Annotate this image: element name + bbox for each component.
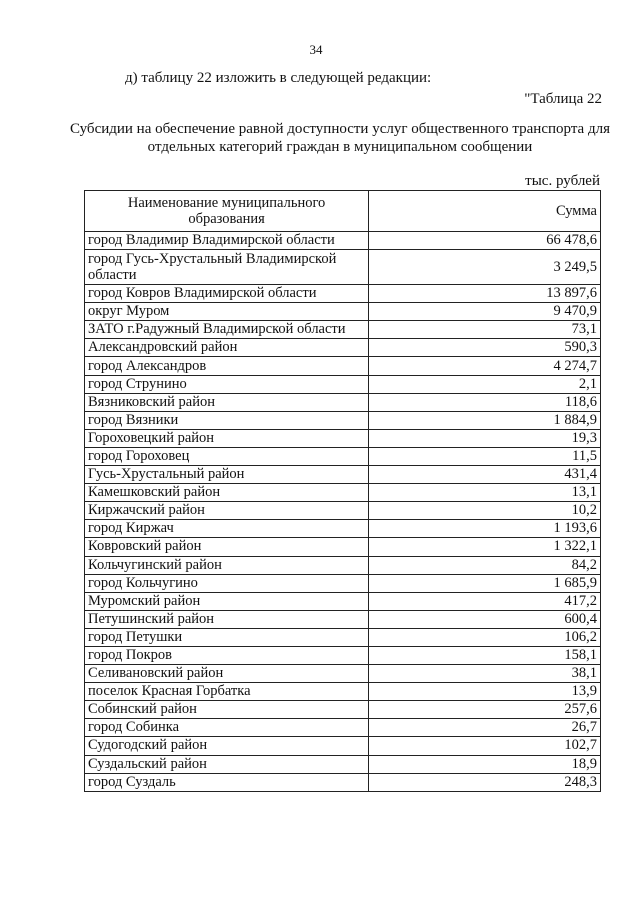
row-name: Гороховецкий район — [85, 429, 369, 447]
row-name: Ковровский район — [85, 538, 369, 556]
row-name: город Киржач — [85, 520, 369, 538]
row-sum: 13,1 — [369, 484, 601, 502]
row-name: Кольчугинский район — [85, 556, 369, 574]
table-row — [85, 683, 601, 701]
row-name: Петушинский район — [85, 610, 369, 628]
row-name: Вязниковский район — [85, 393, 369, 411]
table-row — [85, 303, 601, 321]
row-sum: 1 322,1 — [369, 538, 601, 556]
row-sum: 248,3 — [369, 773, 601, 791]
table-row — [85, 737, 601, 755]
row-name: Киржачский район — [85, 502, 369, 520]
row-name: Судогодский район — [85, 737, 369, 755]
table-row — [85, 321, 601, 339]
row-name: город Кольчугино — [85, 574, 369, 592]
row-sum: 600,4 — [369, 610, 601, 628]
subsidies-table — [84, 190, 601, 792]
row-name: город Владимир Владимирской области — [85, 232, 369, 250]
row-sum: 1 193,6 — [369, 520, 601, 538]
table-row — [85, 429, 601, 447]
row-sum: 590,3 — [369, 339, 601, 357]
table-row — [85, 285, 601, 303]
table-row — [85, 520, 601, 538]
row-sum: 431,4 — [369, 466, 601, 484]
row-sum: 106,2 — [369, 628, 601, 646]
table-row — [85, 610, 601, 628]
row-name: город Струнино — [85, 375, 369, 393]
table-row — [85, 447, 601, 465]
header-sum: Сумма — [369, 191, 601, 232]
row-name: Муромский район — [85, 592, 369, 610]
table-row — [85, 232, 601, 250]
page-number: 34 — [309, 42, 323, 57]
header-name: Наименование муниципального образования — [85, 191, 369, 232]
row-name: Суздальский район — [85, 755, 369, 773]
row-name: Собинский район — [85, 701, 369, 719]
table-row — [85, 592, 601, 610]
row-sum: 158,1 — [369, 646, 601, 664]
row-name: поселок Красная Горбатка — [85, 683, 369, 701]
table-row — [85, 484, 601, 502]
table-row — [85, 502, 601, 520]
table-header-row — [85, 191, 601, 232]
row-sum: 13,9 — [369, 683, 601, 701]
row-sum: 18,9 — [369, 755, 601, 773]
table-label: "Таблица 22 — [524, 91, 602, 107]
row-name: город Суздаль — [85, 773, 369, 791]
row-sum: 84,2 — [369, 556, 601, 574]
row-name: город Покров — [85, 646, 369, 664]
row-name: ЗАТО г.Радужный Владимирской области — [85, 321, 369, 339]
table-body — [85, 232, 601, 792]
table-row — [85, 665, 601, 683]
row-sum: 257,6 — [369, 701, 601, 719]
table-row — [85, 466, 601, 484]
table-row — [85, 556, 601, 574]
table-row — [85, 339, 601, 357]
table-title: Субсидии на обеспечение равной доступности услуг общественного транспорта для отдельных категорий граждан в муниципальном сообщении — [70, 121, 610, 155]
row-sum: 10,2 — [369, 502, 601, 520]
row-name: город Ковров Владимирской области — [85, 285, 369, 303]
row-sum: 118,6 — [369, 393, 601, 411]
instruction-text: д) таблицу 22 изложить в следующей редакции: — [125, 70, 432, 86]
table-row — [85, 393, 601, 411]
table-row — [85, 755, 601, 773]
row-sum: 66 478,6 — [369, 232, 601, 250]
row-name: город Петушки — [85, 628, 369, 646]
table-row — [85, 411, 601, 429]
row-sum: 3 249,5 — [369, 250, 601, 285]
table-row — [85, 773, 601, 791]
row-sum: 1 685,9 — [369, 574, 601, 592]
table-row — [85, 628, 601, 646]
table-row — [85, 701, 601, 719]
row-name: Селивановский район — [85, 665, 369, 683]
table-row — [85, 250, 601, 285]
table-row — [85, 719, 601, 737]
row-sum: 1 884,9 — [369, 411, 601, 429]
row-sum: 102,7 — [369, 737, 601, 755]
table-row — [85, 375, 601, 393]
row-sum: 9 470,9 — [369, 303, 601, 321]
row-name: город Гороховец — [85, 447, 369, 465]
row-sum: 19,3 — [369, 429, 601, 447]
row-name: округ Муром — [85, 303, 369, 321]
row-name: город Собинка — [85, 719, 369, 737]
row-sum: 73,1 — [369, 321, 601, 339]
table-row — [85, 538, 601, 556]
row-sum: 2,1 — [369, 375, 601, 393]
row-sum: 11,5 — [369, 447, 601, 465]
row-sum: 13 897,6 — [369, 285, 601, 303]
row-name: город Гусь-Хрустальный Владимирской области — [85, 250, 369, 285]
table-row — [85, 646, 601, 664]
table-row — [85, 357, 601, 375]
row-name: Гусь-Хрустальный район — [85, 466, 369, 484]
row-sum: 417,2 — [369, 592, 601, 610]
row-sum: 4 274,7 — [369, 357, 601, 375]
row-name: город Александров — [85, 357, 369, 375]
row-sum: 38,1 — [369, 665, 601, 683]
row-name: город Вязники — [85, 411, 369, 429]
row-sum: 26,7 — [369, 719, 601, 737]
units-label: тыс. рублей — [525, 173, 600, 189]
table-row — [85, 574, 601, 592]
row-name: Александровский район — [85, 339, 369, 357]
row-name: Камешковский район — [85, 484, 369, 502]
